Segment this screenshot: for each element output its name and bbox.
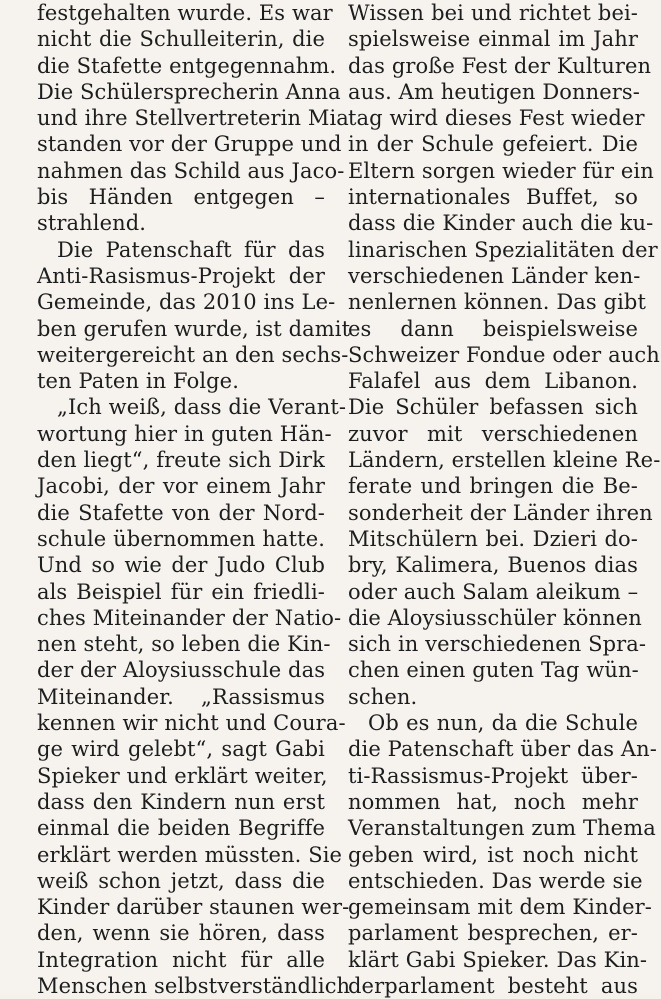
text-line: Menschen selbstverständlich — [37, 973, 351, 998]
text-line: „Ich weiß, dass die Verant- — [57, 395, 347, 420]
column-gutter — [336, 0, 337, 993]
text-line: und ihre Stellvertreterin Mia — [37, 106, 349, 131]
text-line: Ländern, erstellen kleine Re- — [348, 448, 661, 473]
text-line: dass die Kinder auch die ku- — [348, 211, 654, 236]
text-line: Integration nicht für alle — [37, 947, 325, 972]
text-line: schule übernommen hatte. — [37, 526, 325, 551]
text-line: Jacobi, der vor einem Jahr — [37, 474, 325, 499]
text-line: erklärt werden müssten. Sie — [37, 842, 343, 867]
text-line: derparlament besteht aus — [348, 973, 638, 998]
text-line: Die Schüler befassen sich — [348, 395, 638, 420]
text-line: oder auch Salam aleikum – — [348, 579, 639, 604]
text-line: Miteinander. „Rassismus — [37, 684, 325, 709]
article-column-left — [37, 0, 351, 999]
text-line: parlament besprechen, er- — [348, 921, 638, 946]
text-line: standen vor der Gruppe und — [37, 132, 342, 157]
text-line: Kinder darüber staunen wer- — [37, 895, 350, 920]
text-line: bry, Kalimera, Buenos dias — [348, 553, 638, 578]
text-line: weiß schon jetzt, dass die — [37, 868, 325, 893]
text-line: schen. — [348, 684, 418, 709]
text-line: ti-Rassismus-Projekt über- — [348, 763, 638, 788]
text-line: bis Händen entgegen – — [37, 185, 325, 210]
text-line: internationales Buffet, so — [348, 185, 638, 210]
text-line: klärt Gabi Spieker. Das Kin- — [348, 947, 648, 972]
text-line: der der Aloysiusschule das — [37, 658, 326, 683]
text-line: sich in verschiedenen Spra- — [348, 632, 647, 657]
text-line: geben wird, ist noch nicht — [348, 842, 638, 867]
text-line: sonderheit der Länder ihren — [348, 500, 653, 525]
text-line: die Stafette von der Nord- — [37, 500, 325, 525]
text-line: nicht die Schulleiterin, die — [37, 27, 325, 52]
text-line: nommen hat, noch mehr — [348, 789, 638, 814]
text-line: festgehalten wurde. Es war — [37, 1, 333, 25]
text-line: das große Fest der Kulturen — [348, 53, 652, 78]
text-line: wortung hier in guten Hän- — [37, 421, 332, 446]
text-line: ge wird gelebt“, sagt Gabi — [37, 737, 325, 762]
text-line: Wissen bei und richtet bei- — [348, 1, 638, 25]
text-line: Und so wie der Judo Club — [37, 553, 325, 578]
text-line: Schweizer Fondue oder auch — [348, 342, 660, 367]
text-line: entschieden. Das werde sie — [348, 868, 643, 893]
text-line: zuvor mit verschiedenen — [348, 421, 638, 446]
text-line: Mitschülern bei. Dzieri do- — [348, 526, 638, 551]
text-line: einmal die beiden Begriffe — [37, 816, 325, 841]
text-line: ten Paten in Folge. — [37, 369, 239, 394]
text-line: ferate und bringen die Be- — [348, 474, 638, 499]
text-line: Anti-Rasismus-Projekt der — [37, 263, 325, 288]
text-line: Gemeinde, das 2010 ins Le- — [37, 290, 336, 315]
text-line: Die Schülersprecherin Anna — [37, 79, 341, 104]
text-line: die Stafette entgegennahm. — [37, 53, 337, 78]
text-line: Spieker und erklärt weiter, — [37, 763, 328, 788]
text-line: Falafel aus dem Libanon. — [348, 369, 638, 394]
text-line: nahmen das Schild aus Jaco- — [37, 158, 345, 183]
text-line: Veranstaltungen zum Thema — [348, 816, 656, 841]
article-column-right — [348, 0, 661, 999]
text-line: verschiedenen Länder ken- — [348, 263, 641, 288]
text-line: ben gerufen wurde, ist damit — [37, 316, 351, 341]
text-line: es dann beispielsweise — [348, 316, 638, 341]
text-line: dass den Kindern nun erst — [37, 789, 325, 814]
text-line: Ob es nun, da die Schule — [368, 711, 638, 736]
text-line: Eltern sorgen wieder für ein — [348, 158, 654, 183]
text-line: tag wird dieses Fest wieder — [348, 106, 645, 131]
text-line: chen einen guten Tag wün- — [348, 658, 639, 683]
text-line: den, wenn sie hören, dass — [37, 921, 325, 946]
text-line: als Beispiel für ein friedli- — [37, 579, 325, 604]
text-line: in der Schule gefeiert. Die — [348, 132, 638, 157]
text-line: nen steht, so leben die Kin- — [37, 632, 331, 657]
text-line: spielsweise einmal im Jahr — [348, 27, 638, 52]
text-line: Die Patenschaft für das — [57, 237, 325, 262]
text-line: strahlend. — [37, 211, 147, 236]
text-line: linarischen Spezialitäten der — [348, 237, 658, 262]
text-line: gemeinsam mit dem Kinder- — [348, 895, 652, 920]
text-line: weitergereicht an den sechs- — [37, 342, 349, 367]
text-line: die Aloysiusschüler können — [348, 605, 642, 630]
text-line: die Patenschaft über das An- — [348, 737, 657, 762]
text-line: nenlernen können. Das gibt — [348, 290, 646, 315]
text-line: kennen wir nicht und Coura- — [37, 711, 346, 736]
text-line: ches Miteinander der Natio- — [37, 605, 342, 630]
text-line: den liegt“, freute sich Dirk — [37, 448, 325, 473]
text-line: aus. Am heutigen Donners- — [348, 79, 640, 104]
